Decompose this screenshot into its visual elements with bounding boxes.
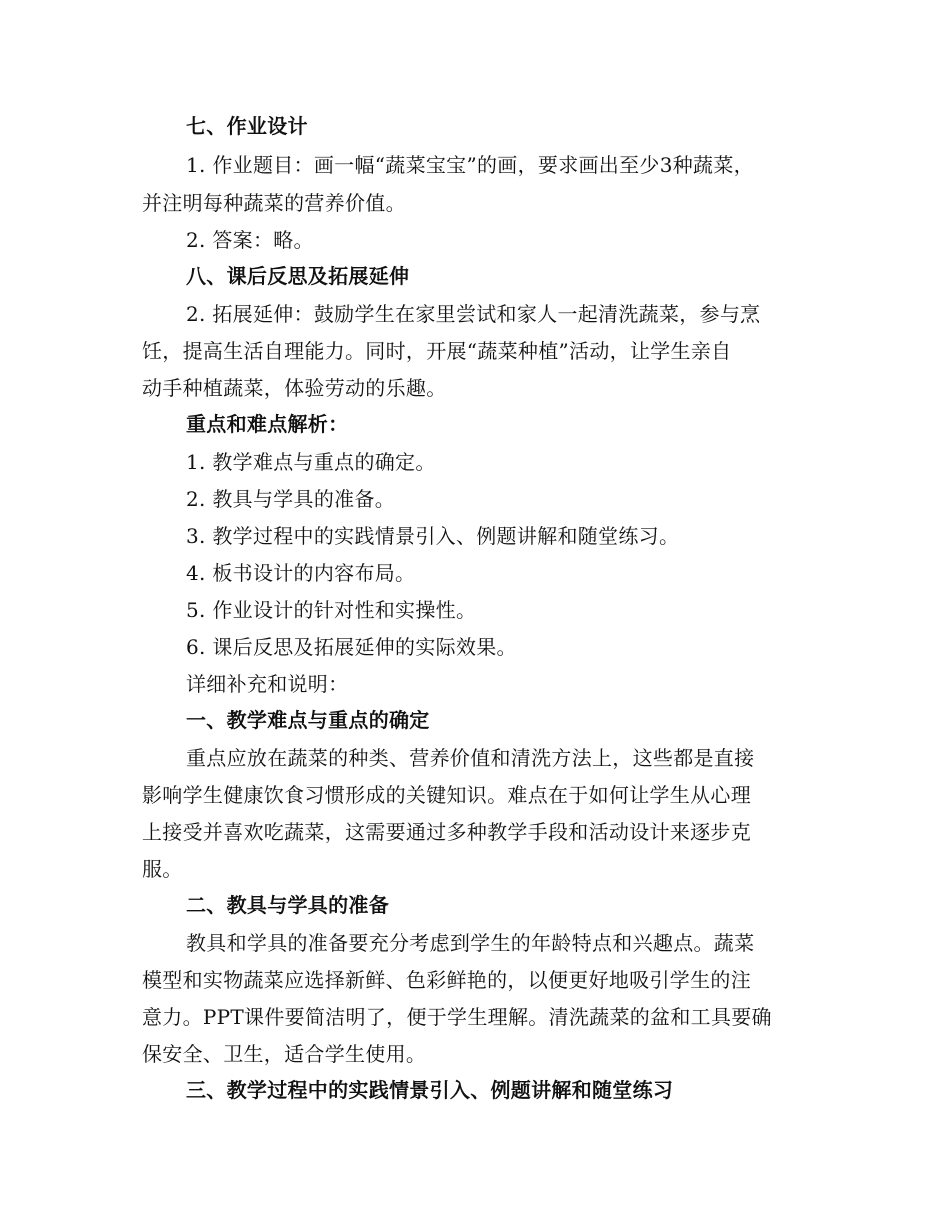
paragraph-line: 2. 拓展延伸：鼓励学生在家里尝试和家人一起清洗蔬菜，参与烹: [186, 302, 761, 326]
paragraph-line: 2. 答案：略。: [186, 228, 314, 252]
section-heading-difficulty: 一、教学难点与重点的确定: [186, 708, 430, 732]
paragraph-line: 1. 作业题目：画一幅“蔬菜宝宝”的画，要求画出至少3种蔬菜，: [186, 153, 754, 177]
paragraph-line: 饪，提高生活自理能力。同时，开展“蔬菜种植”活动，让学生亲自: [142, 339, 732, 363]
list-item: 5. 作业设计的针对性和实操性。: [186, 598, 477, 622]
list-item: 4. 板书设计的内容布局。: [186, 561, 416, 585]
section-heading-reflection: 八、课后反思及拓展延伸: [186, 264, 410, 288]
paragraph-line: 意力。PPT课件要简洁明了，便于学生理解。清洗蔬菜的盆和工具要确: [142, 1005, 772, 1029]
list-item: 2. 教具与学具的准备。: [186, 487, 396, 511]
paragraph-line: 并注明每种蔬菜的营养价值。: [142, 191, 406, 215]
paragraph-line: 重点应放在蔬菜的种类、营养价值和清洗方法上，这些都是直接: [186, 746, 755, 770]
paragraph-line: 详细补充和说明：: [186, 672, 349, 696]
paragraph-line: 模型和实物蔬菜应选择新鲜、色彩鲜艳的，以便更好地吸引学生的注: [142, 968, 751, 992]
list-item: 3. 教学过程中的实践情景引入、例题讲解和随堂练习。: [186, 524, 680, 548]
list-item: 6. 课后反思及拓展延伸的实际效果。: [186, 635, 517, 659]
section-heading-key-points: 重点和难点解析：: [186, 412, 349, 436]
paragraph-line: 上接受并喜欢吃蔬菜，这需要通过多种教学手段和活动设计来逐步克: [142, 820, 751, 844]
paragraph-line: 保安全、卫生，适合学生使用。: [142, 1042, 427, 1066]
list-item: 1. 教学难点与重点的确定。: [186, 450, 436, 474]
paragraph-line: 影响学生健康饮食习惯形成的关键知识。难点在于如何让学生从心理: [142, 783, 751, 807]
section-heading-homework: 七、作业设计: [186, 114, 308, 138]
paragraph-line: 服。: [142, 857, 183, 881]
paragraph-line: 动手种植蔬菜，体验劳动的乐趣。: [142, 376, 447, 400]
section-heading-teaching-process: 三、教学过程中的实践情景引入、例题讲解和随堂练习: [186, 1078, 674, 1102]
section-heading-materials: 二、教具与学具的准备: [186, 893, 389, 917]
paragraph-line: 教具和学具的准备要充分考虑到学生的年龄特点和兴趣点。蔬菜: [186, 931, 755, 955]
